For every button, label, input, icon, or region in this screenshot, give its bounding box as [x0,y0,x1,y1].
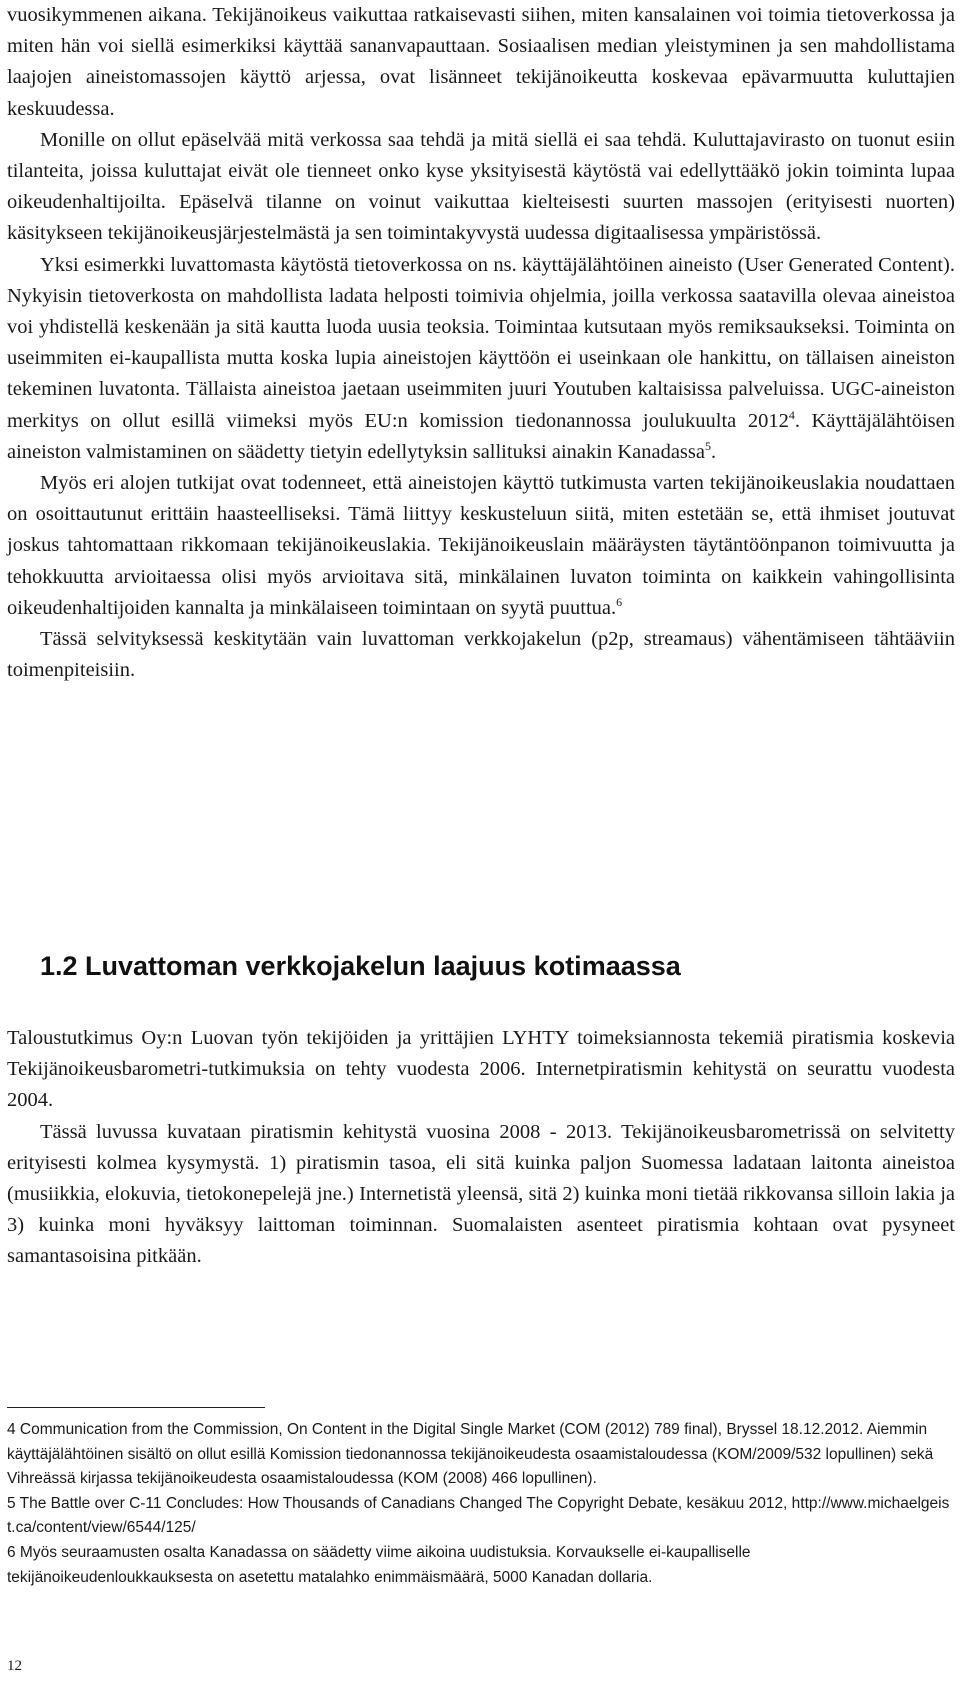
paragraph [7,1117,955,1273]
paragraph [7,1023,955,1117]
paragraph-text: Taloustutkimus Oy:n Luovan työn tekijöiden ja yrittäjien LYHTY toimeksiannosta tekemiä piratismia koskevia Tekijänoikeusbarometri-tutkimuksia on tehty vuodesta 2006. Internetpiratismin kehitystä on seurattu vuodesta 2004. [7,1027,955,1112]
footnote-6: 6 Myös seuraamusten osalta Kanadassa on säädetty viime aikoina uudistuksia. Korvaukselle ei-kaupalliselle tekijänoikeudenloukkauksesta on asetettu matalahko enimmäismäärä, 5000 Kanadan dollaria. [7,1543,751,1586]
footnote-ref: 4 [788,407,795,422]
footnote-divider [7,1407,265,1408]
paragraph [7,250,955,468]
paragraph [7,624,955,686]
paragraph [7,468,955,624]
paragraph-text: vuosikymmenen aikana. Tekijänoikeus vaikuttaa ratkaisevasti siihen, miten kansalainen voi toimia tietoverkossa ja miten hän voi siellä esimerkiksi käyttää sananvapauttaan. Sosiaalisen median yleistyminen ja sen mahdollistama laajojen aineistomassojen käyttö arjessa, ovat lisänneet tekijänoikeutta koskevaa epävarmuutta kuluttajien keskuudessa. [7,4,955,120]
paragraph-text: . Käyttäjälähtöisen aineiston valmistaminen on säädetty tietyin edellytyksin sallituksi ainakin Kanadassa [7,409,955,463]
paragraph-text: Myös eri alojen tutkijat ovat todenneet, että aineistojen käyttö tutkimusta varten tekijänoikeuslakia noudattaen on osoittautunut erittäin haasteelliseksi. Tämä liittyy keskusteluun siitä, miten estetään se, että ihmiset joutuvat joskus tahtomattaan rikkomaan tekijänoikeuslakia. Tekijänoikeuslain määräysten täytäntöönpanon toimivuutta ja tehokkuutta arvioitaessa olisi myös arvioitava sitä, minkälainen luvaton toiminta on kaikkein vahingollisinta oikeudenhaltijoiden kannalta ja minkälaiseen toimintaan on syytä puuttua. [7,472,955,619]
body-section-1 [7,0,955,686]
body-section-2 [7,1023,955,1273]
paragraph-text: Yksi esimerkki luvattomasta käytöstä tietoverkossa on ns. käyttäjälähtöinen aineisto (User Generated Content). Nykyisin tietoverkosta on mahdollista ladata helposti toimivia ohjelmia, joilla verkossa saatavilla olevaa aineistoa voi yhdistellä keskenään ja sitä kautta luoda uusia teoksia. Toimintaa kutsutaan myös remiksaukseksi. Toiminta on useimmiten ei-kaupallista mutta koska lupia aineistojen käyttöön ei useinkaan ole hankittu, on tällaisen aineiston tekeminen luvatonta. Tällaista aineistoa jaetaan useimmiten juuri Youtuben kaltaisissa palveluissa. UGC-aineiston merkitys on ollut esillä viimeksi myös EU:n komission tiedonannossa joulukuulta 2012 [7,253,955,432]
footnote-ref: 6 [616,595,623,610]
paragraph-text: . [711,440,717,463]
paragraph-text: Monille on ollut epäselvää mitä verkossa saa tehdä ja mitä siellä ei saa tehdä. Kuluttajavirasto on tuonut esiin tilanteita, joissa kuluttajat eivät ole tienneet onko kyse yksityisestä käytöstä vai edellyttääkö jokin toiminta lupaa oikeudenhaltijoilta. Epäselvä tilanne on voinut vaikuttaa kielteisesti suurten massojen (erityisesti nuorten) käsitykseen tekijänoikeusjärjestelmästä ja sen toimintakyvystä uudessa digitaalisessa ympäristössä. [7,128,955,245]
paragraph-text: Tässä luvussa kuvataan piratismin kehitystä vuosina 2008 - 2013. Tekijänoikeusbarometrissä on selvitetty erityisesti kolmea kysymystä. 1) piratismin tasoa, eli sitä kuinka paljon Suomessa ladataan laitonta aineistoa (musiikkia, elokuvia, tietokonepelejä jne.) Internetistä yleensä, sitä 2) kuinka moni tietää rikkovansa silloin lakia ja 3) kuinka moni hyväksyy laittoman toiminnan. Suomalaisten asenteet piratismia kohtaan ovat pysyneet samantasoisina pitkään. [7,1120,955,1268]
paragraph [7,125,955,250]
page-number: 12 [7,1658,22,1674]
section-heading: 1.2 Luvattoman verkkojakelun laajuus kotimaassa [40,951,681,981]
footnote-ref: 5 [705,439,711,454]
footnote-5: 5 The Battle over C-11 Concludes: How Thousands of Canadians Changed The Copyright Debate, kesäkuu 2012, http://www.michaelgeist.ca/content/view/6544/125/ [7,1494,950,1537]
footnotes [7,1418,953,1590]
paragraph [7,0,955,125]
footnote-4: 4 Communication from the Commission, On Content in the Digital Single Market (COM (2012) 789 final), Bryssel 18.12.2012. Aiemmin käyttäjälähtöinen sisältö on ollut esillä Komission tiedonannossa tekijänoikeudesta osaamistaloudessa (KOM/2009/532 lopullinen) sekä Vihreässä kirjassa tekijänoikeudesta osaamistaloudessa (KOM (2008) 466 lopullinen). [7,1421,934,1488]
paragraph-text: Tässä selvityksessä keskitytään vain luvattoman verkkojakelun (p2p, streamaus) vähentämiseen tähtääviin toimenpiteisiin. [7,628,955,682]
